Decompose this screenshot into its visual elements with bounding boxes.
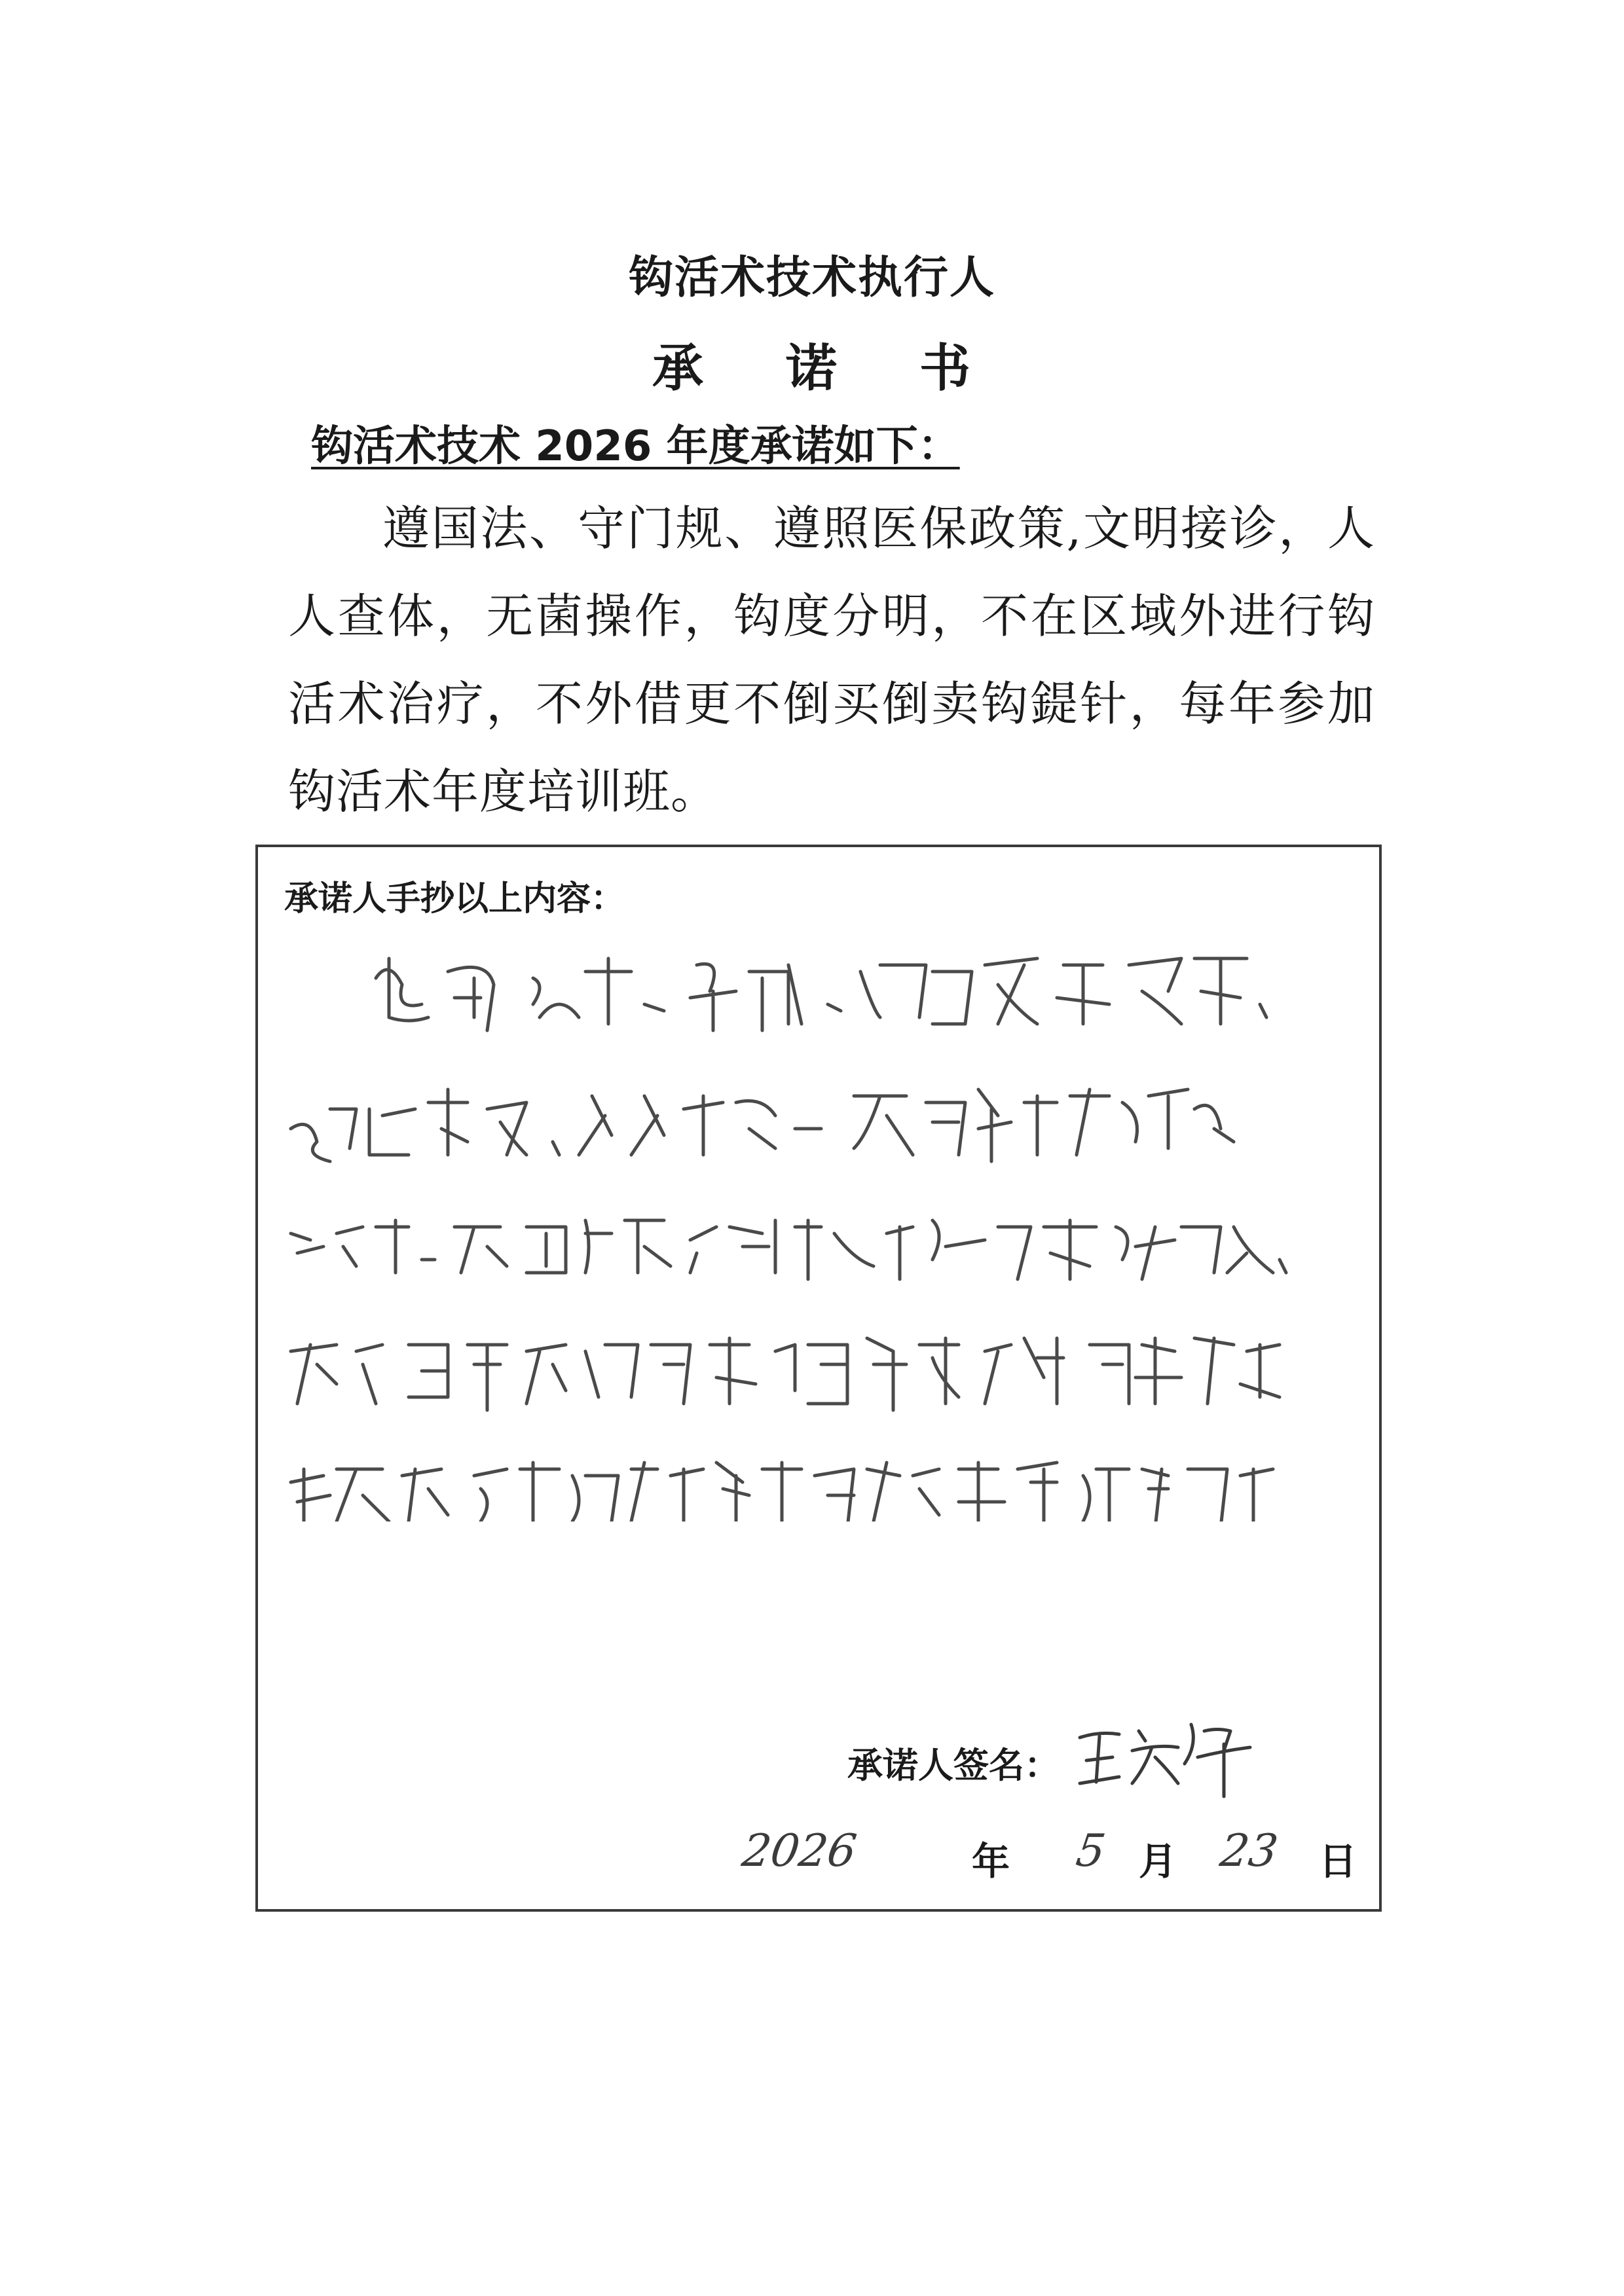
- signature-image: [1073, 1711, 1263, 1803]
- handwritten-copy: [278, 932, 1365, 1522]
- date-year-unit: 年: [972, 1839, 1010, 1884]
- handcopy-box: [255, 845, 1382, 1912]
- subtitle-char: 承: [652, 339, 705, 398]
- date-row: [258, 1816, 1384, 1901]
- handcopy-label: 承诺人手抄以上内容：: [284, 879, 625, 919]
- date-month: 5: [1073, 1825, 1109, 1877]
- date-day-unit: 日: [1319, 1839, 1357, 1884]
- date-month-unit: 月: [1139, 1839, 1177, 1884]
- pledge-text: 遵国法、守门规、遵照医保政策,文明接诊，人人查体，无菌操作，钩度分明，不在区域外进行钩活术治疗，不外借更不倒买倒卖钩鍉针，每年参加钩活术年度培训班。: [288, 501, 1375, 819]
- signature-label: 承诺人签名：: [847, 1745, 1060, 1786]
- pledge-heading: 钩活术技术 2026 年度承诺如下：: [311, 422, 960, 471]
- date-year: 2026: [739, 1825, 860, 1877]
- subtitle-char: 书: [919, 339, 972, 398]
- document-subtitle: [0, 327, 1624, 401]
- document-title: 钩活术技术执行人: [628, 252, 995, 304]
- date-day: 23: [1217, 1825, 1282, 1877]
- subtitle-char: 诺: [785, 339, 838, 398]
